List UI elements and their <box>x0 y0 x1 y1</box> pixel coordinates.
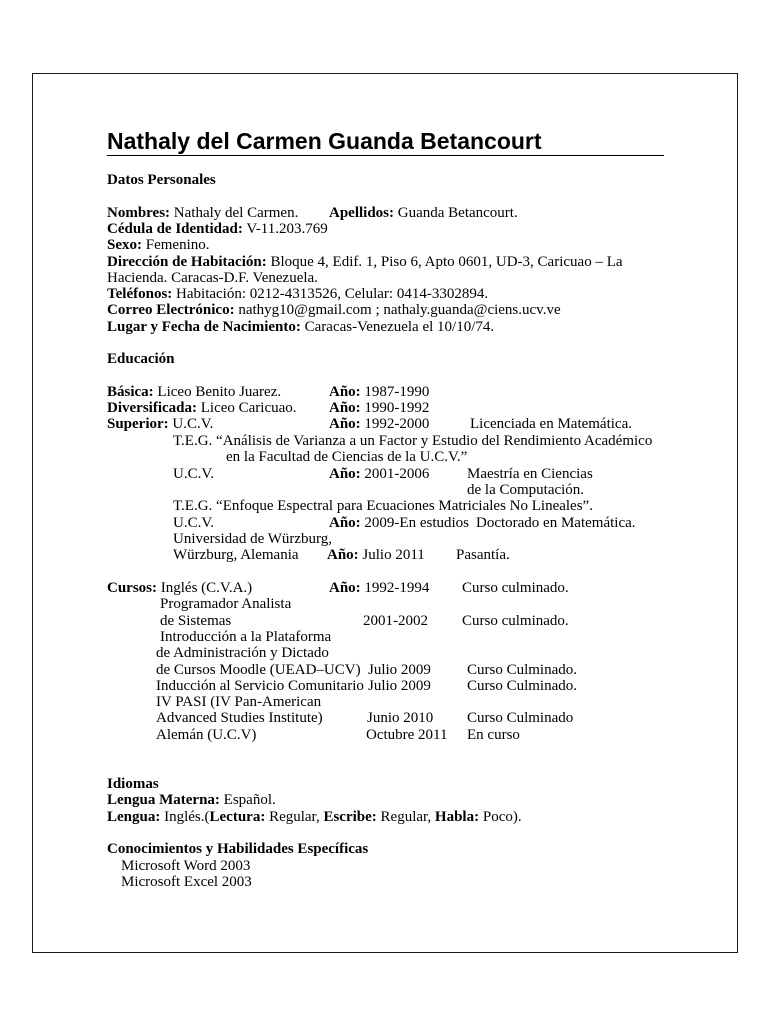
course-name: de Sistemas <box>160 613 232 629</box>
course-year-line <box>329 580 429 596</box>
cedula-value: V-11.203.769 <box>246 221 328 237</box>
direccion-value-2: Hacienda. Caracas-D.F. Venezuela. <box>107 270 318 286</box>
nacimiento-line <box>107 319 494 335</box>
year-label: Año: <box>329 400 361 416</box>
course-name: de Cursos Moodle (UEAD–UCV) <box>156 662 361 678</box>
native-language-value: Español. <box>223 792 276 808</box>
speaking-value: Poco). <box>482 809 522 825</box>
other-language-label: Lengua: <box>107 809 161 825</box>
pasantia-year-line <box>327 547 425 563</box>
course-date: Julio 2009 <box>368 678 431 694</box>
writing-label: Escribe: <box>323 809 377 825</box>
doctorado-year-line <box>329 515 469 531</box>
nombres-label: Nombres: <box>107 205 171 221</box>
skill-item: Microsoft Word 2003 <box>121 858 251 874</box>
superior-year-line <box>329 416 429 432</box>
cv-name-title: Nathaly del Carmen Guanda Betancourt <box>107 128 542 154</box>
diversificada-line <box>107 400 297 416</box>
year-label: Año: <box>329 580 361 596</box>
cursos-label: Cursos: <box>107 580 158 596</box>
pasantia-type: Pasantía. <box>456 547 510 563</box>
telefonos-line <box>107 286 488 302</box>
telefonos-label: Teléfonos: <box>107 286 173 302</box>
direccion-label: Dirección de Habitación: <box>107 254 267 270</box>
nacimiento-label: Lugar y Fecha de Nacimiento: <box>107 319 301 335</box>
basica-institution: Liceo Benito Juarez. <box>157 384 282 400</box>
pasantia-years: Julio 2011 <box>362 547 425 563</box>
year-label: Año: <box>329 515 361 531</box>
nombres-line <box>107 205 298 221</box>
skill-item: Microsoft Excel 2003 <box>121 874 252 890</box>
pasantia-institution-line-2: Würzburg, Alemania <box>173 547 299 563</box>
section-heading-languages: Idiomas <box>107 776 159 792</box>
course-name: Introducción a la Plataforma <box>160 629 332 645</box>
direccion-value-1: Bloque 4, Edif. 1, Piso 6, Apto 0601, UD-3, Caricuao – La <box>270 254 623 270</box>
direccion-line <box>107 254 623 270</box>
superior-line <box>107 416 213 432</box>
superior-label: Superior: <box>107 416 169 432</box>
maestria-degree-line-2: de la Computación. <box>467 482 585 498</box>
apellidos-value: Guanda Betancourt. <box>397 205 518 221</box>
year-label: Año: <box>329 416 361 432</box>
course-date: Junio 2010 <box>367 710 434 726</box>
speaking-label: Habla: <box>434 809 480 825</box>
course-name: Inducción al Servicio Comunitario <box>156 678 364 694</box>
course-status: Curso culminado. <box>462 580 569 596</box>
diversificada-year-line <box>329 400 429 416</box>
writing-value: Regular, <box>380 809 432 825</box>
nacimiento-value: Caracas-Venezuela el 10/10/74. <box>304 319 495 335</box>
reading-value: Regular, <box>269 809 320 825</box>
nombres-value: Nathaly del Carmen. <box>173 205 299 221</box>
telefonos-value: Habitación: 0212-4313526, Celular: 0414-3302894. <box>176 286 489 302</box>
sexo-value: Femenino. <box>145 237 210 253</box>
year-label: Año: <box>329 466 361 482</box>
course-name: Advanced Studies Institute) <box>156 710 323 726</box>
cedula-label: Cédula de Identidad: <box>107 221 243 237</box>
cedula-line <box>107 221 328 237</box>
course-status: Curso culminado. <box>462 613 569 629</box>
superior-thesis-line-2: en la Facultad de Ciencias de la U.C.V.” <box>226 449 468 465</box>
other-language-line <box>107 809 522 825</box>
diversificada-label: Diversificada: <box>107 400 197 416</box>
basica-years: 1987-1990 <box>364 384 430 400</box>
superior-degree: Licenciada en Matemática. <box>470 416 632 432</box>
course-status: Curso Culminado. <box>467 678 578 694</box>
course-name: Inglés (C.V.A.) <box>160 580 253 596</box>
superior-thesis-line-1: T.E.G. “Análisis de Varianza a un Factor y Estudio del Rendimiento Académico <box>173 433 653 449</box>
reading-label: Lectura: <box>209 809 266 825</box>
correo-value: nathyg10@gmail.com ; nathaly.guanda@ciens.ucv.ve <box>238 302 561 318</box>
sexo-line <box>107 237 210 253</box>
correo-line <box>107 302 561 318</box>
superior-years: 1992-2000 <box>364 416 430 432</box>
doctorado-degree: Doctorado en Matemática. <box>476 515 636 531</box>
superior-institution: U.C.V. <box>172 416 214 432</box>
other-language-value: Inglés.( <box>164 809 210 825</box>
section-heading-personal: Datos Personales <box>107 172 216 188</box>
maestria-degree-line-1: Maestría en Ciencias <box>467 466 593 482</box>
course-status: En curso <box>467 727 520 743</box>
course-date: 1992-1994 <box>364 580 430 596</box>
year-label: Año: <box>329 384 361 400</box>
native-language-line <box>107 792 276 808</box>
course-date: Octubre 2011 <box>366 727 448 743</box>
maestria-institution: U.C.V. <box>173 466 214 482</box>
maestria-year-line <box>329 466 429 482</box>
basica-line <box>107 384 281 400</box>
year-label: Año: <box>327 547 359 563</box>
doctorado-years: 2009-En estudios <box>364 515 469 531</box>
course-date: Julio 2009 <box>368 662 431 678</box>
maestria-thesis: T.E.G. “Enfoque Espectral para Ecuaciones Matriciales No Lineales”. <box>173 498 593 514</box>
section-heading-skills: Conocimientos y Habilidades Específicas <box>107 841 369 857</box>
cursos-line <box>107 580 252 596</box>
course-name: Programador Analista <box>160 596 292 612</box>
apellidos-label: Apellidos: <box>329 205 395 221</box>
course-name: IV PASI (IV Pan-American <box>156 694 322 710</box>
sexo-label: Sexo: <box>107 237 142 253</box>
course-name: de Administración y Dictado <box>156 645 329 661</box>
correo-label: Correo Electrónico: <box>107 302 235 318</box>
course-status: Curso Culminado. <box>467 662 578 678</box>
diversificada-institution: Liceo Caricuao. <box>200 400 297 416</box>
doctorado-institution: U.C.V. <box>173 515 214 531</box>
maestria-years: 2001-2006 <box>364 466 430 482</box>
native-language-label: Lengua Materna: <box>107 792 220 808</box>
course-date: 2001-2002 <box>363 613 428 629</box>
apellidos-line <box>329 205 518 221</box>
section-heading-education: Educación <box>107 351 175 367</box>
course-status: Curso Culminado <box>467 710 574 726</box>
diversificada-years: 1990-1992 <box>364 400 430 416</box>
title-underline <box>107 155 664 156</box>
basica-year-line <box>329 384 429 400</box>
pasantia-institution-line-1: Universidad de Würzburg, <box>173 531 332 547</box>
basica-label: Básica: <box>107 384 154 400</box>
course-name: Alemán (U.C.V) <box>156 727 257 743</box>
